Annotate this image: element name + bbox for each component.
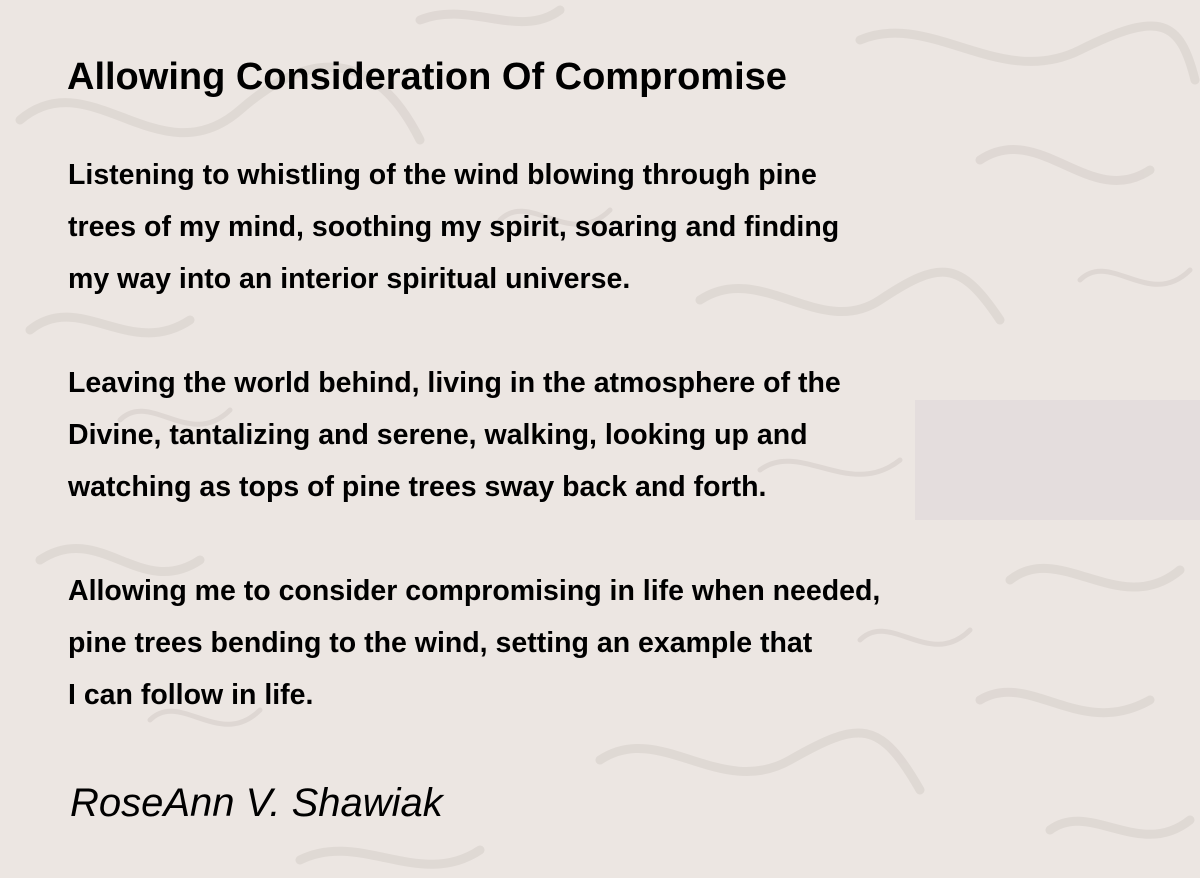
poem-stanza-3 [68, 565, 880, 721]
poem-title: Allowing Consideration Of Compromise [67, 56, 787, 98]
poem-line: watching as tops of pine trees sway back and forth. [68, 471, 767, 503]
poem-stanza-2 [68, 357, 841, 513]
poem-line: Leaving the world behind, living in the atmosphere of the [68, 367, 841, 399]
poem-line: pine trees bending to the wind, setting an example that [68, 627, 813, 659]
poem-line: Allowing me to consider compromising in life when needed, [68, 575, 881, 607]
poem-line: trees of my mind, soothing my spirit, soaring and finding [68, 211, 840, 243]
poem-line: my way into an interior spiritual universe. [68, 263, 631, 295]
poem-line: Divine, tantalizing and serene, walking, looking up and [68, 419, 808, 451]
poem-stanza-1 [68, 149, 839, 305]
poem-line: Listening to whistling of the wind blowing through pine [68, 159, 817, 191]
poem-line: I can follow in life. [68, 679, 314, 711]
poem-author: RoseAnn V. Shawiak [70, 781, 443, 825]
